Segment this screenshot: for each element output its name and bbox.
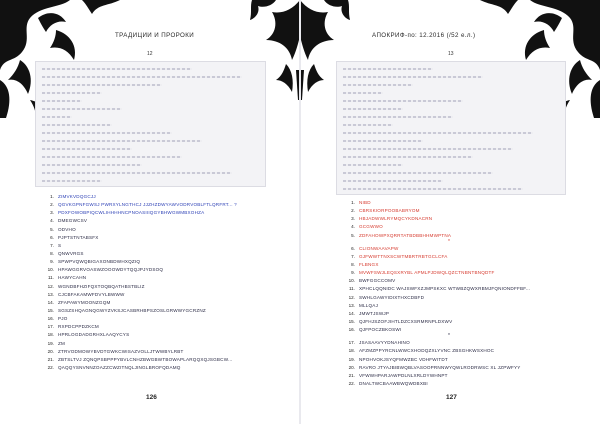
- list-item: 8. FLBNGX: [351, 261, 379, 267]
- list-item: 6. CLIONWAAVAPW: [351, 245, 399, 251]
- list-item: 5. ODVHO: [50, 226, 76, 232]
- list-item: 15. SGSZSHQAGNQGWYZVKSJCASBRHBPSZOSLGRWWYGCRZNZ: [47, 307, 206, 313]
- list-item: 16. PJO: [47, 316, 68, 322]
- right-page-top-number: 13: [448, 51, 454, 57]
- list-item: 15. QJFHJSZOFJIHTLDZCXSRMRNPLDXWV: [348, 318, 453, 324]
- list-item: 21. VFWWHPARJAWPDLNLXRLDYWHNPT: [348, 372, 448, 378]
- list-item: 7. S: [50, 242, 62, 248]
- list-item: 9. MVWFSWJLEQSXRYBL APMLPJDWQLQZCTNBNTBNQDTF: [351, 270, 495, 276]
- list-item: 9. SPWPVQWQBIGAXONBDWHXQZIQ: [50, 259, 141, 265]
- left-page-footer-number: 126: [146, 394, 157, 401]
- list-item: 22. QAQQYSNVNNZOAZZCWZITNQLJINGLBROFQDAMQ: [47, 364, 181, 370]
- list-item: 2. QGVKGPNFGWSJ PWRXYLNGTHCJ JJZHZDWYAWVODRVOBLFTLQRFRT... ?: [50, 202, 237, 208]
- list-item: 4. GCGWWO: [351, 224, 383, 230]
- right-page-header: АПОКРИФ-по: 12.2016 (/52 е.л.): [372, 32, 476, 39]
- list-item: 12. WGNDBFHZIFQXTOQBQATHBSTBLIZ: [47, 283, 145, 289]
- list-item: 10. HPAWGGRVOASWZOOOWDYTQQJPJYDSOQ: [47, 267, 164, 273]
- list-item: 19. NPOHVOKJSYQFMWZBC VDHFWITDT: [348, 356, 448, 362]
- list-item: 6. PJPTSTNTABSFX: [50, 234, 99, 240]
- right-cipher-list: [345, 199, 593, 388]
- right-scan-image: [336, 61, 566, 195]
- left-cipher-list: [44, 193, 294, 372]
- list-item: 10. BWFGGCCOMV: [348, 278, 396, 284]
- list-item: 20. ZTRVODMOWYBVDTGWKCWISAZVOLLJTWWBYLRBT: [47, 348, 184, 354]
- list-item: 3. PDXFOWOBPIQCWLIHHHHNCPNOASIIIQGYBHWGWMBXOHZA: [50, 210, 205, 216]
- list-item: 21. ZBTSLTVJ ZQNQPSBPPPYBVLCNHZBWGBWTBOWAPLARQQXQJSGBCW...: [47, 356, 233, 362]
- list-item: 8. QNWVRGS: [50, 250, 84, 256]
- list-item: 13. CJCBFAKAMWFDVYLBWWW: [47, 291, 125, 297]
- list-item: 17. JSASAAVYYDNAHINO: [348, 340, 410, 346]
- left-scan-image: [35, 61, 266, 187]
- list-item: 11. HAWYCAHN: [47, 275, 87, 281]
- asterisk-icon: *: [448, 333, 450, 340]
- asterisk-icon: *: [448, 238, 450, 245]
- right-page-footer-number: 127: [446, 394, 457, 401]
- list-item: 20. RAVRO JTYAJBIBWQBLVASOOPRNNWYQWLRODRWSC XL JZPWFYY: [348, 364, 521, 370]
- left-page-top-number: 12: [147, 51, 153, 57]
- list-item: 12. SWHLGAWYIDIXTHXCDBFD: [348, 294, 425, 300]
- list-item: 13. MLLQAJ: [348, 302, 379, 308]
- list-item: 18. HPRLOGDADGRHXLAAQYCYS: [47, 332, 130, 338]
- list-item: 22. DNALTWCBAAWBWQWDBXBI: [348, 380, 428, 386]
- list-item: 4. DMEGWCSV: [50, 218, 88, 224]
- list-item: 3. HBJADWWLRYMQCYKDNACRN: [351, 216, 433, 222]
- list-item: 14. JMWTJSWJP: [348, 310, 390, 316]
- list-item: 17. RXPDCPPDZKCM: [47, 324, 99, 330]
- list-item: 7. GJFWWTTNXSCWTMBRTRBTGCLCFA: [351, 253, 448, 259]
- list-item: 1. NIBD: [351, 200, 371, 205]
- list-item: 19. ZM: [47, 340, 66, 346]
- list-item: 18. AFZMZPPYRCNLWWCXHODQZXLYVNC ZBSGHKWSXHOC: [348, 348, 495, 354]
- list-item: 1. ZIMVKVDQGCJJ: [50, 194, 96, 199]
- list-item: 14. ZFAPAWYMOONZGQM: [47, 299, 111, 305]
- list-item: 5. ZDFAHOWPXQRRTATBDBBHHMWPTNA: [351, 232, 452, 238]
- list-item: 2. CBRSKIORPOOBABRYOM: [351, 208, 420, 214]
- gutter: [299, 0, 301, 424]
- left-page-header: ТРАДИЦИИ И ПРОРОКИ: [115, 32, 195, 39]
- list-item: 16. QJFPOCZBKOSWI: [348, 327, 402, 333]
- list-item: 11. XPHCLQQNIDC WAJSWFXZJMPSKXC WTWBZQWXRBMJFQNIONDFFBF...: [348, 286, 531, 292]
